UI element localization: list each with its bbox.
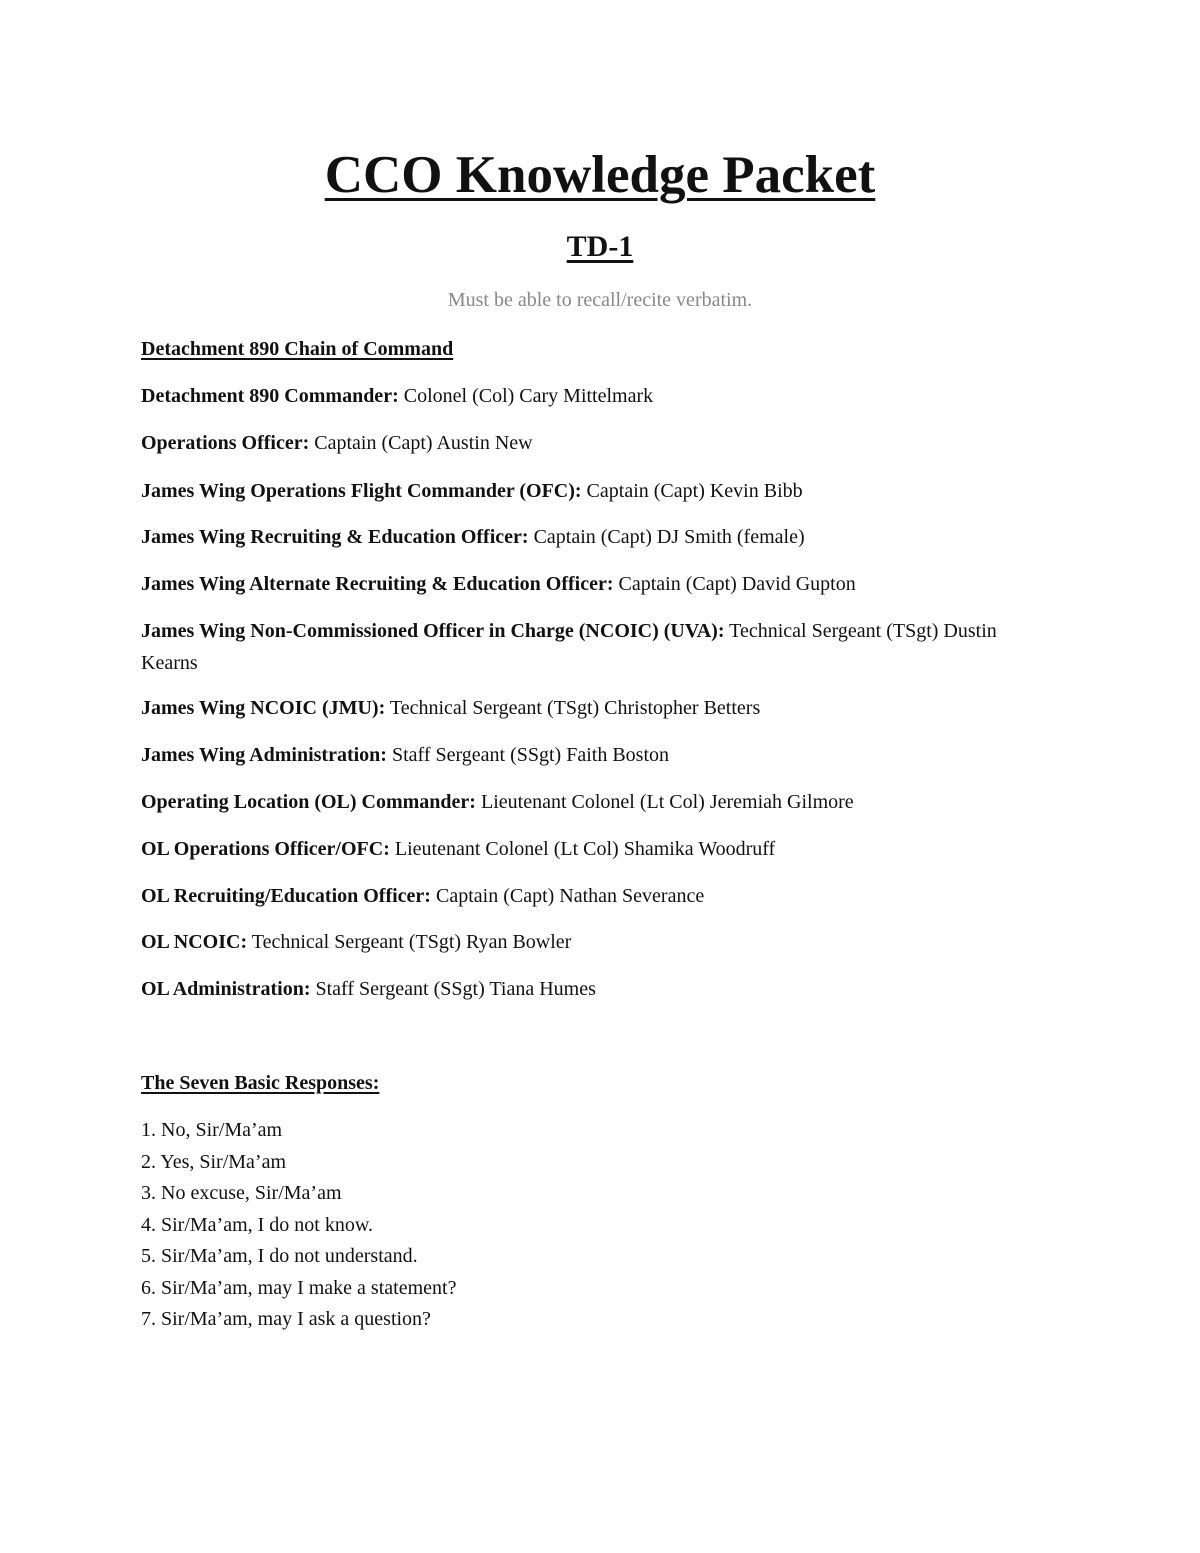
entry-role: OL Recruiting/Education Officer: <box>141 885 431 907</box>
chain-entry <box>141 615 1041 679</box>
chain-entry <box>141 926 1041 958</box>
list-item: 3. No excuse, Sir/Ma’am <box>141 1182 342 1204</box>
entry-role: OL NCOIC: <box>141 931 248 953</box>
entry-role: James Wing Operations Flight Commander (OFC): <box>141 480 582 502</box>
entry-name: Lieutenant Colonel (Lt Col) Jeremiah Gilmore <box>480 791 854 813</box>
entry-name: Colonel (Col) Cary Mittelmark <box>403 385 654 407</box>
entry-role: James Wing Non-Commissioned Officer in Charge (NCOIC) (UVA): <box>141 620 725 642</box>
basic-responses-heading: The Seven Basic Responses: <box>141 1072 380 1094</box>
chain-entry <box>141 427 1041 459</box>
list-item: 4. Sir/Ma’am, I do not know. <box>141 1213 374 1236</box>
entry-role: Detachment 890 Commander: <box>141 385 399 407</box>
entry-name: Captain (Capt) DJ Smith (female) <box>533 526 805 548</box>
entry-role: Operations Officer: <box>141 432 310 454</box>
entry-role: OL Administration: <box>141 978 311 1000</box>
chain-entry <box>141 973 1041 1005</box>
chain-entry <box>141 380 1041 412</box>
entry-role: Operating Location (OL) Commander: <box>141 791 476 813</box>
basic-responses-list <box>141 1115 456 1336</box>
recall-note: Must be able to recall/recite verbatim. <box>447 289 753 311</box>
entry-name: Captain (Capt) Austin New <box>314 432 533 454</box>
entry-role: James Wing NCOIC (JMU): <box>141 697 386 719</box>
entry-name: Lieutenant Colonel (Lt Col) Shamika Woodruff <box>394 838 776 860</box>
entry-name: Technical Sergeant (TSgt) Christopher Betters <box>389 697 761 719</box>
chain-entry <box>141 521 1041 553</box>
list-item: 6. Sir/Ma’am, may I make a statement? <box>141 1276 457 1299</box>
entry-name: Technical Sergeant (TSgt) Ryan Bowler <box>251 931 572 953</box>
entry-name: Captain (Capt) Kevin Bibb <box>586 480 803 502</box>
chain-entry <box>141 568 1041 600</box>
entry-name: Technical Sergeant (TSgt) Dustin Kearns <box>141 620 997 674</box>
entry-name: Staff Sergeant (SSgt) Tiana Humes <box>315 978 596 1000</box>
entry-role: OL Operations Officer/OFC: <box>141 838 390 860</box>
list-item: 2. Yes, Sir/Ma’am <box>141 1150 287 1173</box>
list-item: 5. Sir/Ma’am, I do not understand. <box>141 1245 418 1267</box>
document-subtitle: TD-1 <box>566 230 634 263</box>
list-item: 7. Sir/Ma’am, may I ask a question? <box>141 1308 431 1330</box>
chain-entry <box>141 475 1041 507</box>
entry-role: James Wing Administration: <box>141 744 387 766</box>
list-item: 1. No, Sir/Ma’am <box>141 1119 283 1141</box>
chain-entry <box>141 739 1041 771</box>
chain-entry <box>141 880 1041 912</box>
chain-of-command-heading: Detachment 890 Chain of Command <box>141 338 454 360</box>
chain-entry <box>141 786 1041 818</box>
document-title: CCO Knowledge Packet <box>324 146 876 204</box>
entry-role: James Wing Alternate Recruiting & Education Officer: <box>141 573 614 595</box>
entry-name: Staff Sergeant (SSgt) Faith Boston <box>391 744 670 766</box>
entry-role: James Wing Recruiting & Education Officer: <box>141 526 529 548</box>
chain-entry <box>141 692 1041 724</box>
entry-name: Captain (Capt) Nathan Severance <box>435 885 705 907</box>
entry-name: Captain (Capt) David Gupton <box>618 573 856 595</box>
chain-entry <box>141 833 1041 865</box>
